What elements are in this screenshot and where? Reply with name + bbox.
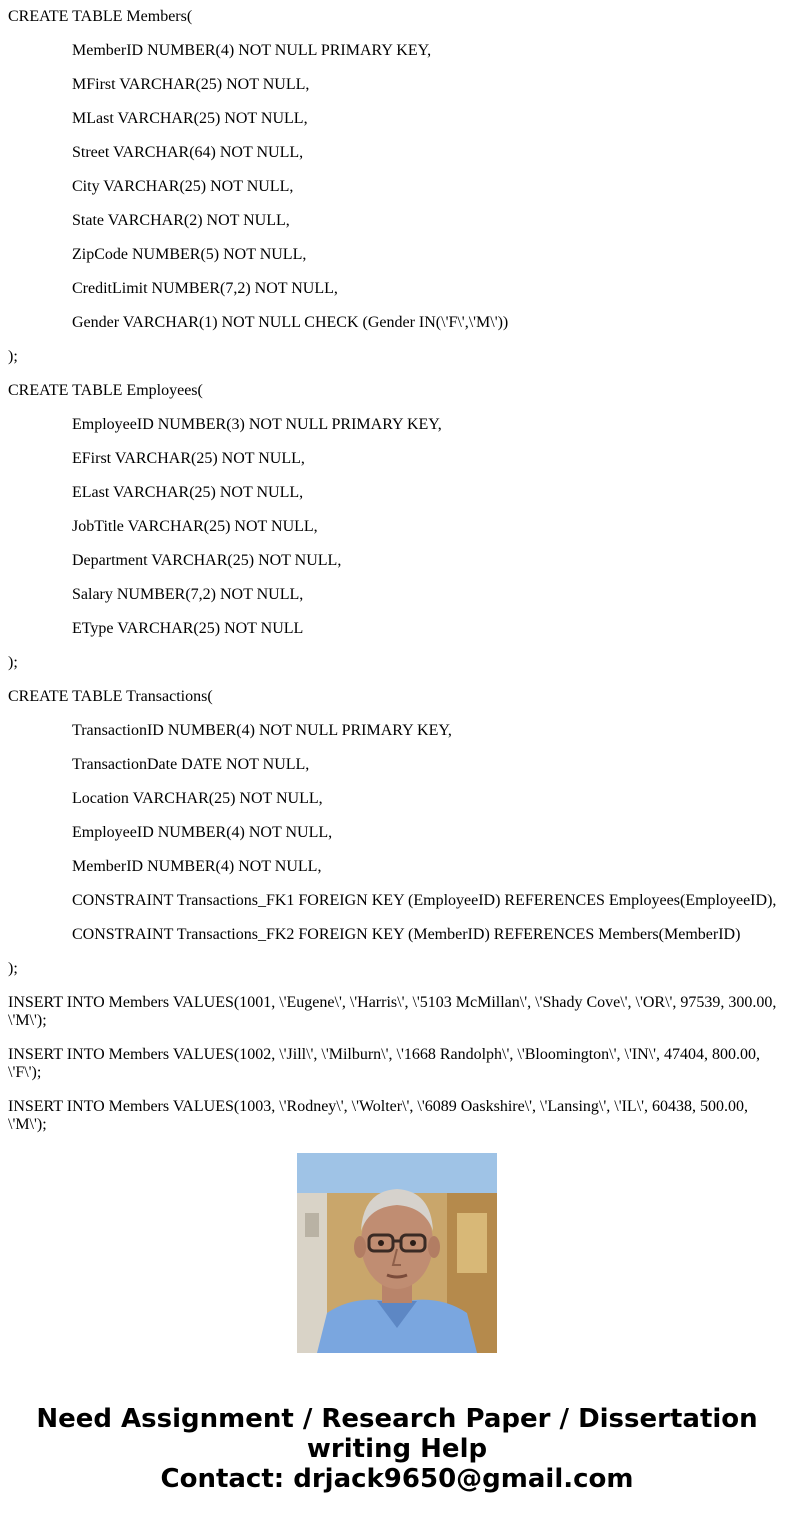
sql-line: City VARCHAR(25) NOT NULL, xyxy=(72,178,294,195)
sql-line: JobTitle VARCHAR(25) NOT NULL, xyxy=(72,518,318,535)
person-portrait-icon xyxy=(297,1153,497,1353)
sql-line: ELast VARCHAR(25) NOT NULL, xyxy=(72,484,304,501)
sql-line: CREATE TABLE Members( xyxy=(8,8,193,25)
sql-line: EType VARCHAR(25) NOT NULL xyxy=(72,620,304,637)
sql-line: CREATE TABLE Employees( xyxy=(8,382,203,399)
sql-line: INSERT INTO Members VALUES(1001, \'Eugene\', \'Harris\', \'5103 McMillan\', \'Shady Cove\', \'OR\', 97539, 300.00, \'M\'); xyxy=(8,994,777,1029)
sql-line: TransactionDate DATE NOT NULL, xyxy=(72,756,310,773)
sql-line: Street VARCHAR(64) NOT NULL, xyxy=(72,144,304,161)
sql-line: Location VARCHAR(25) NOT NULL, xyxy=(72,790,323,807)
sql-line: ); xyxy=(8,654,18,671)
promo-subheadline: writing Help xyxy=(306,1434,488,1464)
sql-line: ); xyxy=(8,348,18,365)
promo-contact: Contact: drjack9650@gmail.com xyxy=(160,1464,634,1494)
sql-line: CONSTRAINT Transactions_FK1 FOREIGN KEY (EmployeeID) REFERENCES Employees(EmployeeID), xyxy=(72,892,777,909)
sql-line: MemberID NUMBER(4) NOT NULL, xyxy=(72,858,322,875)
sql-line: INSERT INTO Members VALUES(1003, \'Rodney\', \'Wolter\', \'6089 Oaskshire\', \'Lansing\', \'IL\', 60438, 500.00, \'M\'); xyxy=(8,1098,749,1133)
sql-line: CREATE TABLE Transactions( xyxy=(8,688,213,705)
sql-line: EmployeeID NUMBER(3) NOT NULL PRIMARY KEY, xyxy=(72,416,442,433)
sql-line: MemberID NUMBER(4) NOT NULL PRIMARY KEY, xyxy=(72,42,432,59)
sql-line: Gender VARCHAR(1) NOT NULL CHECK (Gender IN(\'F\',\'M\')) xyxy=(72,314,509,331)
sql-line: INSERT INTO Members VALUES(1002, \'Jill\', \'Milburn\', \'1668 Randolph\', \'Bloomington\', \'IN\', 47404, 800.00, \'F\'); xyxy=(8,1046,761,1081)
sql-line: State VARCHAR(2) NOT NULL, xyxy=(72,212,290,229)
sql-line: ); xyxy=(8,960,18,977)
sql-line: MLast VARCHAR(25) NOT NULL, xyxy=(72,110,308,127)
sql-line: Salary NUMBER(7,2) NOT NULL, xyxy=(72,586,304,603)
avatar xyxy=(297,1153,497,1353)
sql-line: CONSTRAINT Transactions_FK2 FOREIGN KEY (MemberID) REFERENCES Members(MemberID) xyxy=(72,926,741,943)
sql-line: Department VARCHAR(25) NOT NULL, xyxy=(72,552,342,569)
sql-line: CreditLimit NUMBER(7,2) NOT NULL, xyxy=(72,280,338,297)
sql-line: TransactionID NUMBER(4) NOT NULL PRIMARY KEY, xyxy=(72,722,452,739)
sql-line: EmployeeID NUMBER(4) NOT NULL, xyxy=(72,824,333,841)
sql-line: MFirst VARCHAR(25) NOT NULL, xyxy=(72,76,310,93)
promo-banner xyxy=(0,1404,794,1494)
sql-line: ZipCode NUMBER(5) NOT NULL, xyxy=(72,246,307,263)
promo-headline: Need Assignment / Research Paper / Dissertation xyxy=(36,1404,758,1434)
sql-line: EFirst VARCHAR(25) NOT NULL, xyxy=(72,450,305,467)
